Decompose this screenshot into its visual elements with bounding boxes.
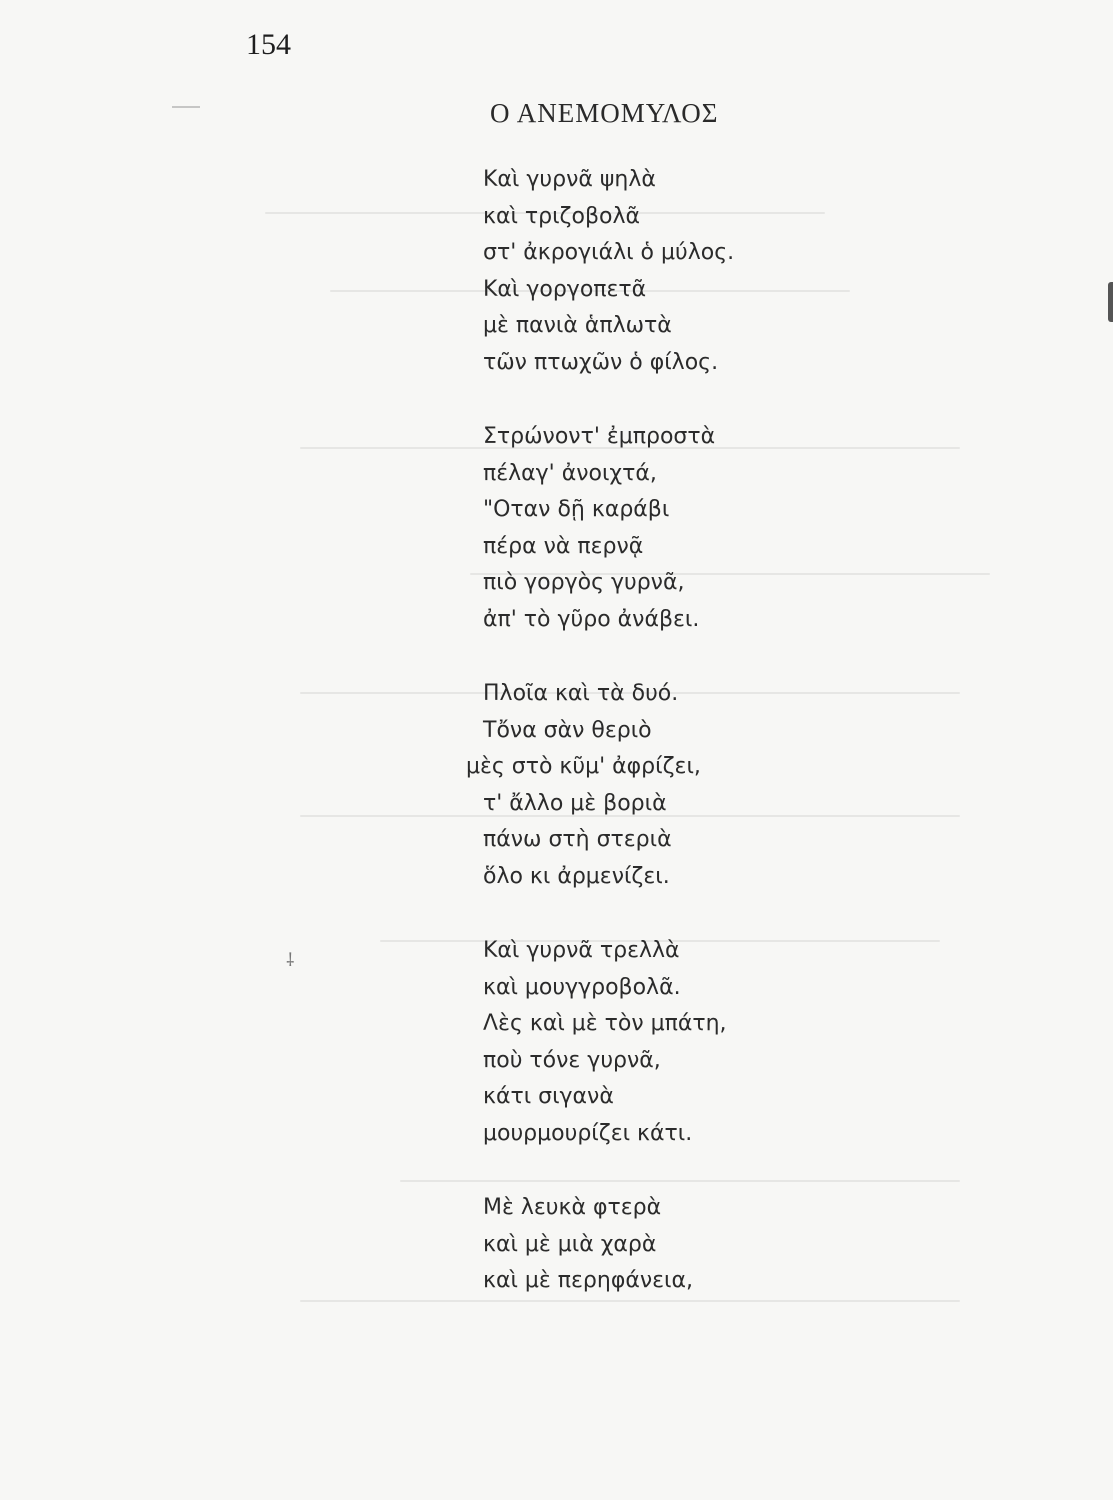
poem-line: στ' ἀκρογιάλι ὁ μύλος. — [483, 240, 735, 265]
poem-line: πέλαγ' ἀνοιχτά, — [483, 460, 657, 486]
stanza-5 — [0, 1190, 1113, 1300]
margin-smudge: ⸸ — [286, 950, 295, 971]
poem-line: ὅλο κι ἀρμενίζει. — [483, 863, 670, 889]
margin-mark — [172, 106, 200, 108]
poem-line: μὲς στὸ κῦμ' ἀφρίζει, — [466, 754, 701, 779]
poem-line: ἀπ' τὸ γῦρο ἀνάβει. — [483, 606, 700, 632]
poem-line: πάνω στὴ στεριὰ — [483, 827, 672, 852]
poem-line: μουρμουρίζει κάτι. — [483, 1120, 693, 1146]
poem-line: τῶν πτωχῶν ὁ φίλος. — [483, 349, 719, 375]
poem-line: "Οταν δῇ καράβι — [483, 497, 670, 522]
poem-line: πέρα νὰ περνᾷ — [483, 533, 644, 559]
stanza-4 — [0, 933, 1113, 1152]
poem-line: Τὄνα σὰν θεριὸ — [483, 717, 652, 743]
poem-line: τ' ἄλλο μὲ βοριὰ — [483, 790, 667, 816]
poem-body — [0, 162, 1113, 1338]
poem-line: Καὶ γυρνᾶ ψηλὰ — [483, 167, 656, 192]
poem-line: Καὶ γυρνᾶ τρελλὰ — [483, 938, 680, 963]
poem-line: Μὲ λευκὰ φτερὰ — [483, 1195, 662, 1220]
poem-line: ποὺ τόνε γυρνᾶ, — [483, 1047, 661, 1073]
stanza-3 — [0, 676, 1113, 895]
poem-line: πιὸ γοργὸς γυρνᾶ, — [483, 570, 685, 595]
poem-line: Λὲς καὶ μὲ τὸν μπάτη, — [483, 1011, 727, 1036]
stanza-2 — [0, 419, 1113, 638]
poem-line: κάτι σιγανὰ — [483, 1084, 614, 1109]
stanza-1 — [0, 162, 1113, 381]
poem-line: καὶ μὲ περηφάνεια, — [483, 1268, 693, 1293]
poem-line: μὲ πανιὰ ἁπλωτὰ — [483, 313, 672, 338]
poem-line: καὶ μουγγροβολᾶ. — [483, 974, 681, 1000]
poem-line: καὶ μὲ μιὰ χαρὰ — [483, 1231, 657, 1257]
poem-title: Ο ΑΝΕΜΟΜΥΛΟΣ — [490, 98, 719, 128]
poem-line: Καὶ γοργοπετᾶ — [483, 276, 647, 302]
poem-line: Πλοῖα καὶ τὰ δυό. — [483, 681, 679, 706]
poem-line: καὶ τριζοβολᾶ — [483, 203, 641, 229]
page-number: 154 — [246, 28, 291, 61]
poem-line: Στρώνοντ' ἐμπροστὰ — [483, 424, 716, 449]
